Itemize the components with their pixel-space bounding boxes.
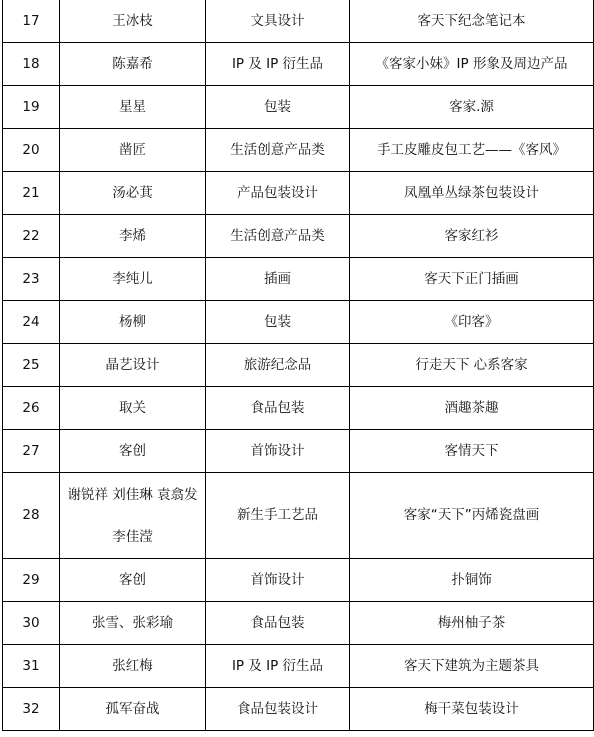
row-number: 30: [3, 602, 60, 645]
work-title-cell: 客天下建筑为主题茶具: [350, 645, 594, 688]
category-cell: IP 及 IP 衍生品: [206, 645, 350, 688]
author-cell: 李烯: [60, 215, 206, 258]
table-row: [3, 301, 594, 344]
work-title-cell: 行走天下 心系客家: [350, 344, 594, 387]
author-cell: 汤必萁: [60, 172, 206, 215]
row-number: 31: [3, 645, 60, 688]
author-cell: 张红梅: [60, 645, 206, 688]
table-row: [3, 43, 594, 86]
category-cell: 包装: [206, 301, 350, 344]
category-cell: 食品包装: [206, 387, 350, 430]
table-row: [3, 645, 594, 688]
work-title-cell: 客家.源: [350, 86, 594, 129]
category-cell: 首饰设计: [206, 559, 350, 602]
work-title-cell: 梅州柚子茶: [350, 602, 594, 645]
author-cell: 陈嘉希: [60, 43, 206, 86]
row-number: 20: [3, 129, 60, 172]
row-number: 22: [3, 215, 60, 258]
work-title-cell: 《客家小妹》IP 形象及周边产品: [350, 43, 594, 86]
author-cell: 王冰枝: [60, 0, 206, 43]
author-cell: 客创: [60, 559, 206, 602]
table-row: [3, 86, 594, 129]
category-cell: 旅游纪念品: [206, 344, 350, 387]
row-number: 25: [3, 344, 60, 387]
row-number: 21: [3, 172, 60, 215]
author-cell: 客创: [60, 430, 206, 473]
award-list-table: [2, 0, 594, 731]
work-title-cell: 客家红衫: [350, 215, 594, 258]
work-title-cell: 扑铜饰: [350, 559, 594, 602]
author-cell: 谢锐祥 刘佳琳 袁翕发 李佳滢: [60, 473, 206, 559]
author-cell: 取关: [60, 387, 206, 430]
author-cell: 星星: [60, 86, 206, 129]
author-cell: 杨柳: [60, 301, 206, 344]
work-title-cell: 《印客》: [350, 301, 594, 344]
category-cell: 首饰设计: [206, 430, 350, 473]
row-number: 29: [3, 559, 60, 602]
row-number: 27: [3, 430, 60, 473]
work-title-cell: 酒趣茶趣: [350, 387, 594, 430]
table-row: [3, 215, 594, 258]
category-cell: 生活创意产品类: [206, 215, 350, 258]
work-title-cell: 客家“天下”丙烯瓷盘画: [350, 473, 594, 559]
work-title-cell: 手工皮雕皮包工艺——《客风》: [350, 129, 594, 172]
category-cell: IP 及 IP 衍生品: [206, 43, 350, 86]
author-cell: 晶艺设计: [60, 344, 206, 387]
category-cell: 食品包装: [206, 602, 350, 645]
row-number: 18: [3, 43, 60, 86]
work-title-cell: 客天下正门插画: [350, 258, 594, 301]
table-row: [3, 344, 594, 387]
row-number: 28: [3, 473, 60, 559]
table-row: [3, 473, 594, 559]
author-cell: 凿匠: [60, 129, 206, 172]
table-row: [3, 172, 594, 215]
work-title-cell: 客天下纪念笔记本: [350, 0, 594, 43]
table-row: [3, 387, 594, 430]
row-number: 23: [3, 258, 60, 301]
category-cell: 生活创意产品类: [206, 129, 350, 172]
table-row: [3, 430, 594, 473]
author-cell: 孤军奋战: [60, 688, 206, 731]
row-number: 32: [3, 688, 60, 731]
category-cell: 文具设计: [206, 0, 350, 43]
author-cell: 李纯儿: [60, 258, 206, 301]
category-cell: 插画: [206, 258, 350, 301]
table-row: [3, 0, 594, 43]
row-number: 19: [3, 86, 60, 129]
table-row: [3, 602, 594, 645]
work-title-cell: 凤凰单丛绿茶包装设计: [350, 172, 594, 215]
row-number: 17: [3, 0, 60, 43]
table-row: [3, 688, 594, 731]
table-row: [3, 559, 594, 602]
category-cell: 包装: [206, 86, 350, 129]
category-cell: 食品包装设计: [206, 688, 350, 731]
row-number: 24: [3, 301, 60, 344]
table-row: [3, 129, 594, 172]
category-cell: 产品包装设计: [206, 172, 350, 215]
author-cell: 张雪、张彩瑜: [60, 602, 206, 645]
work-title-cell: 梅干菜包装设计: [350, 688, 594, 731]
work-title-cell: 客情天下: [350, 430, 594, 473]
row-number: 26: [3, 387, 60, 430]
category-cell: 新生手工艺品: [206, 473, 350, 559]
table-row: [3, 258, 594, 301]
